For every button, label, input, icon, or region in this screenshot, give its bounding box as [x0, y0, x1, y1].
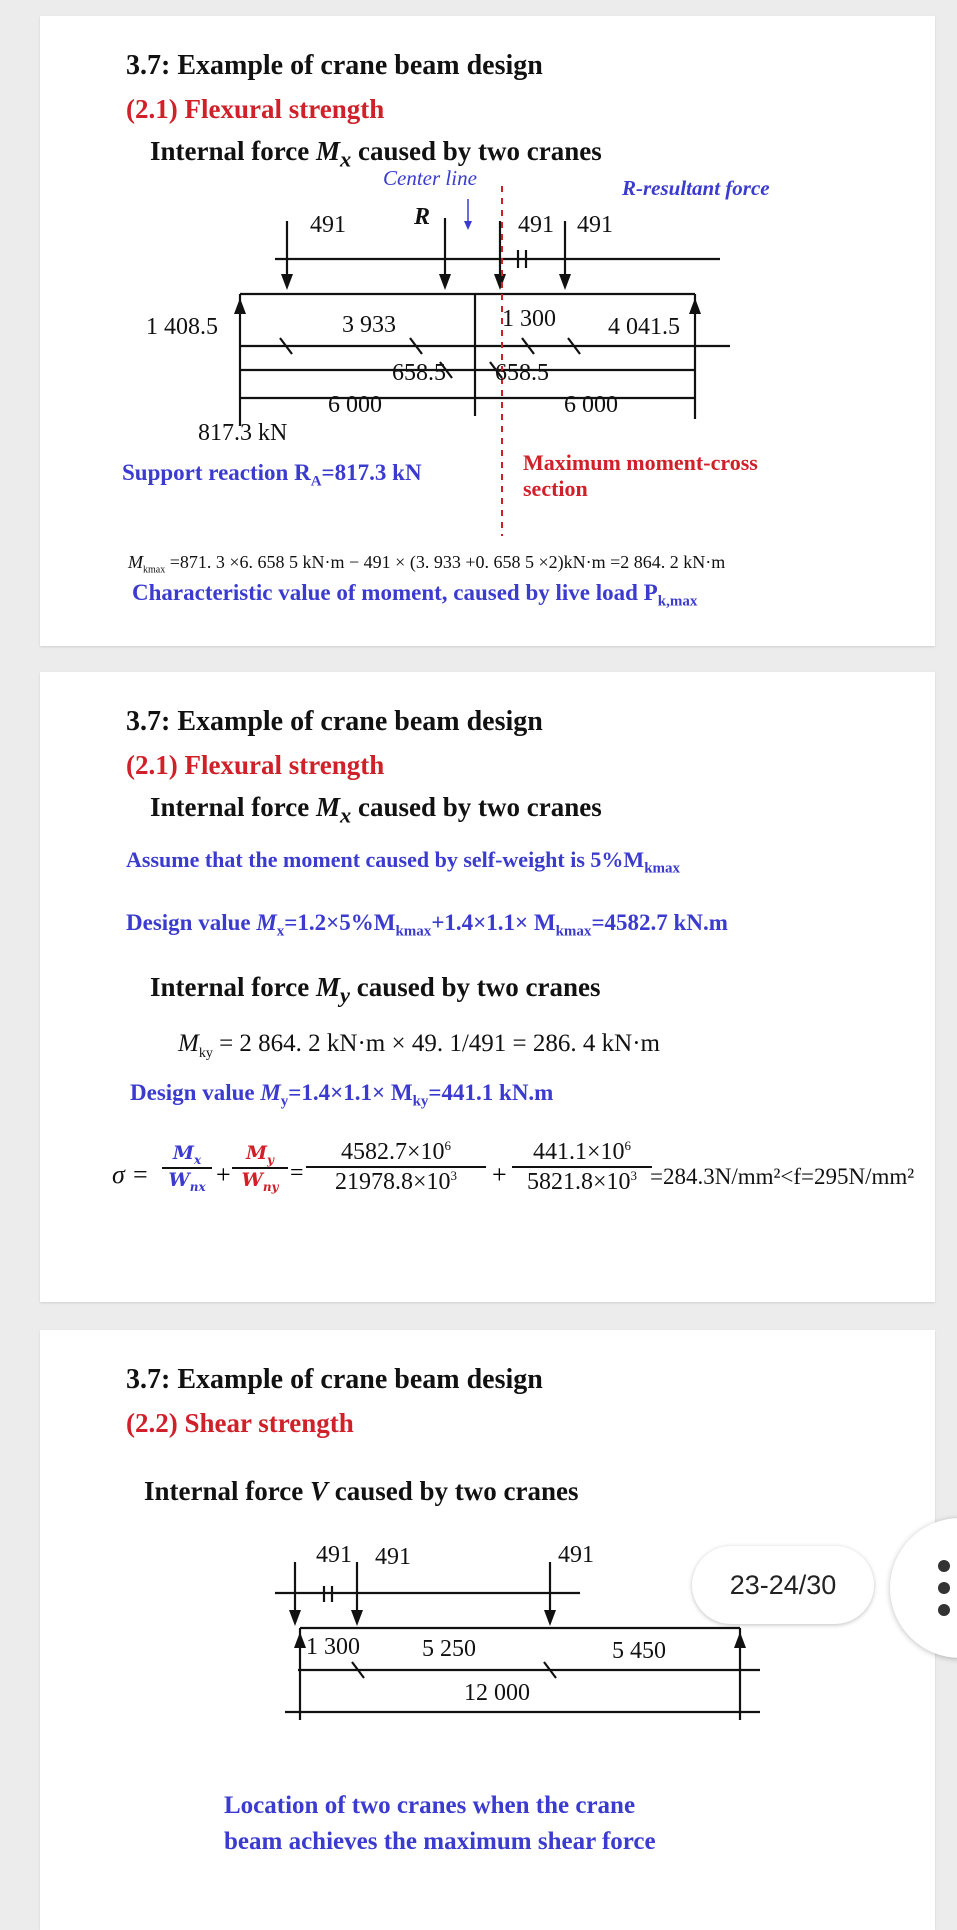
- reaction-label: 817.3 kN: [198, 420, 288, 446]
- page-indicator[interactable]: 23-24/30: [692, 1546, 874, 1624]
- span-label: 6 000: [328, 392, 382, 418]
- char-moment-caption: Characteristic value of moment, caused by live load $P_{k,max}$: [132, 580, 698, 610]
- section-heading: (2.1) Flexural strength: [126, 94, 385, 124]
- frac-mx-wnx: $M_x$ $W_{nx}$: [162, 1142, 212, 1194]
- load-label: 491: [577, 212, 613, 238]
- section-heading: (2.1) Flexural strength: [126, 750, 385, 780]
- slide-1: [40, 16, 935, 646]
- design-value-mx: Design value $M_x=1.2\times 5\%M_{kmax}+1.4\times 1.1\times M_{kmax}=4582.7$ kN.m: [126, 910, 728, 940]
- load-label: 491: [518, 212, 554, 238]
- dim-label: 4 041.5: [608, 314, 680, 340]
- beam-diagram-1: [40, 16, 935, 536]
- design-value-my: Design value $M_y=1.4\times 1.1\times M_{ky}=441.1$ kN.m: [130, 1080, 554, 1110]
- max-section-label: Maximum moment-cross section: [523, 450, 758, 501]
- frac-numeric-2: $441.1\times 10^6$ $5821.8\times 10^3$: [512, 1138, 652, 1196]
- dim-label: 658.5: [392, 360, 446, 386]
- dim-label: 658.5: [495, 360, 549, 386]
- plus-sign: +: [492, 1160, 507, 1189]
- span-label: 12 000: [464, 1680, 530, 1706]
- load-label: 491: [375, 1544, 411, 1570]
- plus-sign: +: [216, 1160, 231, 1189]
- force-heading-y: Internal force $M_y$ caused by two cranes: [150, 972, 601, 1008]
- frac-my-wny: $M_y$ $W_{ny}$: [232, 1142, 288, 1194]
- slide-title: 3.7: Example of crane beam design: [126, 50, 543, 81]
- span-label: 6 000: [564, 392, 618, 418]
- dim-label: 1 300: [502, 306, 556, 332]
- mky-equation: $M_{ky} = 2$ 864. 2 kN·m × 49. 1/491 = 286. 4 kN·m: [178, 1030, 660, 1061]
- frac-numeric-1: $4582.7\times 10^6$ $21978.8\times 10^3$: [306, 1138, 486, 1196]
- load-label: 491: [558, 1542, 594, 1568]
- dim-label: 5 450: [612, 1638, 666, 1664]
- moment-equation: $M_{kmax} =871$. 3 ×6. 658 5 kN·m − 491 × (3. 933 +0. 658 5 ×2)kN·m =2 864. 2 kN·m: [128, 552, 726, 576]
- beam-diagram-2: [40, 1330, 935, 1730]
- sigma-result: =284.3N/mm²<f=295N/mm²: [650, 1164, 915, 1189]
- dim-label: 1 300: [306, 1634, 360, 1660]
- support-reaction: Support reaction $R_A=817.3$ kN: [122, 460, 422, 490]
- resultant-label: R-resultant force: [622, 176, 770, 200]
- load-label: 491: [316, 1542, 352, 1568]
- dim-label: 3 933: [342, 312, 396, 338]
- dim-label: 1 408.5: [146, 314, 218, 340]
- slide-title: 3.7: Example of crane beam design: [126, 1364, 543, 1395]
- section-heading: (2.2) Shear strength: [126, 1408, 354, 1438]
- load-label: 491: [310, 212, 346, 238]
- assumption-text: Assume that the moment caused by self-weight is $5\%M_{kmax}$: [126, 847, 681, 877]
- resultant-R-label: R: [414, 204, 431, 230]
- slide-title: 3.7: Example of crane beam design: [126, 706, 543, 737]
- center-line-label: Center line: [383, 166, 477, 190]
- force-heading: Internal force $M_x$ caused by two cranes: [150, 792, 602, 828]
- slide-3: [40, 1330, 935, 1930]
- slide-2: [40, 672, 935, 1302]
- force-heading: Internal force V caused by two cranes: [144, 1476, 579, 1506]
- force-heading: Internal force $M_x$ caused by two cranes: [150, 136, 602, 172]
- diagram-caption: Location of two cranes when the crane beam achieves the maximum shear force: [224, 1792, 656, 1855]
- dim-label: 5 250: [422, 1636, 476, 1662]
- sigma-symbol: σ =: [112, 1160, 149, 1189]
- equals-sign: =: [290, 1160, 304, 1186]
